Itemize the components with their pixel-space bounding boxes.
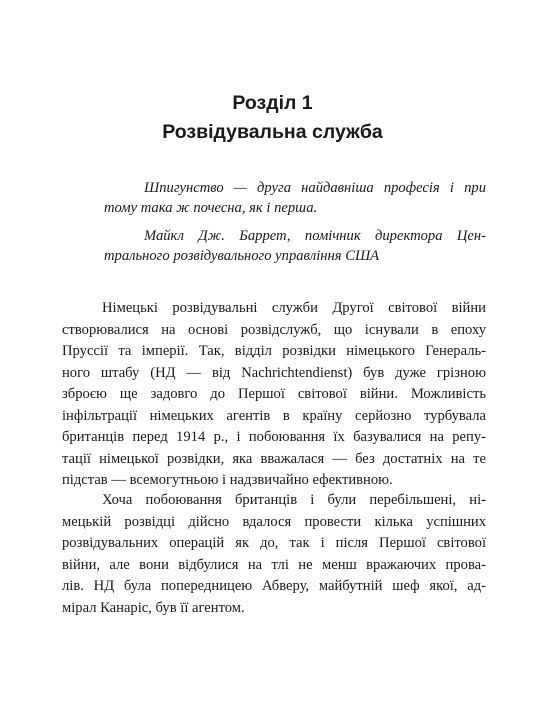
chapter-number: Розділ 1 <box>232 92 313 114</box>
paragraph-line: британців перед 1914 р., і побоювання їх базувалися на репу- <box>62 429 486 445</box>
chapter-title: Розвідувальна служба <box>162 121 383 143</box>
epigraph-attribution-line: Майкл Дж. Баррет, помічник директора Цен- <box>144 228 486 244</box>
epigraph-quote <box>104 178 486 218</box>
paragraph-line: ного штабу (НД — від Nachrichtendienst) був дуже грізною <box>62 364 486 381</box>
paragraph-line: мірал Канаріс, був її агентом. <box>62 599 245 616</box>
paragraph-line: Хоча побоювання британців і були перебільшені, ні- <box>102 492 486 508</box>
paragraph-line: створювалися на основі розвідслужб, що існували в епоху <box>62 321 486 338</box>
paragraph-line: тації німецької розвідки, яка вважалася — без достатніх на те <box>62 450 486 467</box>
paragraph-line: мецькій розвідці дійсно вдалося провести кілька успішних <box>62 513 486 530</box>
paragraph-line: розвідувальних операцій як до, так і після Першої світової <box>62 535 486 551</box>
paragraph-line: Німецькі розвідувальні служби Другої світової війни <box>102 300 486 316</box>
paragraph-line: зброєю ще задовго до Першої світової війни. Можливість <box>62 386 486 402</box>
epigraph-quote-line: Шпигунство — друга найдавніша професія і при <box>144 180 486 196</box>
paragraph-line: підстав — всемогутньою і надзвичайно ефективною. <box>62 472 393 488</box>
epigraph-quote-line: тому така ж почесна, як і перша. <box>104 200 318 216</box>
epigraph-attribution-line: трального розвідувального управління США <box>104 248 380 264</box>
epigraph-attribution <box>104 226 486 266</box>
paragraph-line: інфільтрації німецьких агентів в країну серйозно турбувала <box>62 407 486 424</box>
paragraph <box>62 298 486 492</box>
paragraph-line: війни, але вони відбулися на тлі не менш вражаючих прова- <box>62 556 486 573</box>
paragraph <box>62 490 486 619</box>
paragraph-line: лів. НД була попередницею Абверу, майбутній шеф якої, ад- <box>62 578 486 594</box>
paragraph-line: Пруссії та імперії. Так, відділ розвідки німецького Генераль- <box>62 343 486 359</box>
